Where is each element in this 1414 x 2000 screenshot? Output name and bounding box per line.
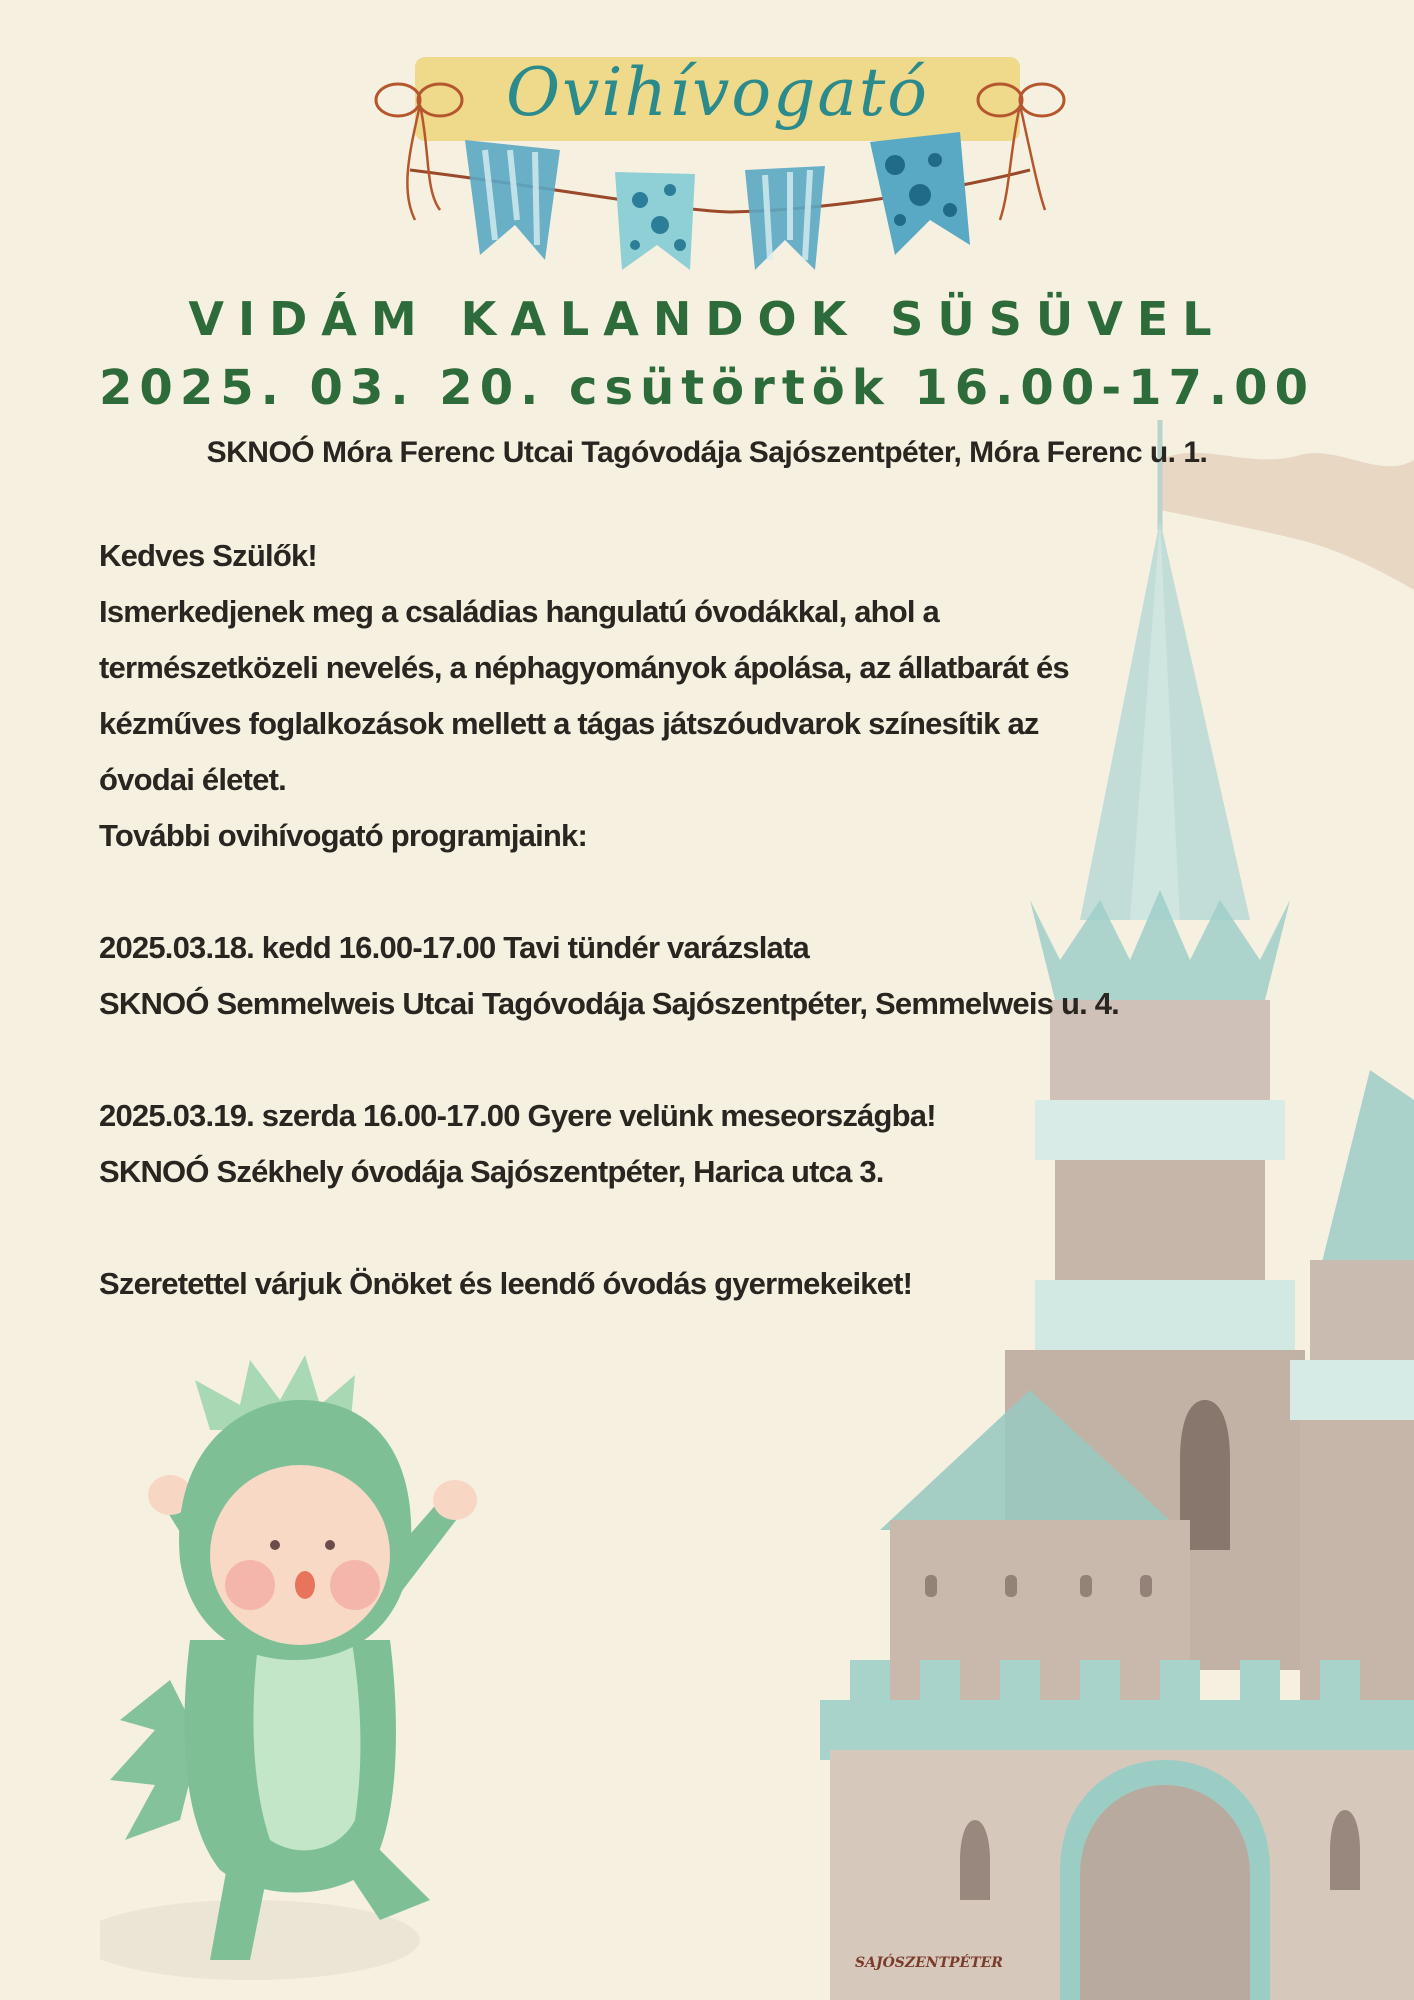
event-venue: SKNOÓ Móra Ferenc Utcai Tagóvodája Sajószentpéter, Móra Ferenc u. 1. — [206, 436, 1208, 469]
greeting: Kedves Szülők! — [99, 538, 317, 573]
program-date-title: 2025.03.19. szerda 16.00-17.00 Gyere velünk meseországba! — [99, 1098, 936, 1133]
event-headline: VIDÁM KALANDOK SÜSÜVEL — [188, 292, 1226, 346]
event-datetime: 2025. 03. 20. csütörtök 16.00-17.00 — [99, 360, 1315, 416]
poster-title: Ovihívogató — [506, 54, 929, 131]
program-location: SKNOÓ Semmelweis Utcai Tagóvodája Sajószentpéter, Semmelweis u. 4. — [99, 986, 1119, 1021]
program-date-title: 2025.03.18. kedd 16.00-17.00 Tavi tündér varázslata — [99, 930, 809, 965]
intro-line: kézműves foglalkozások mellett a tágas játszóudvarok színesítik az — [99, 706, 1039, 741]
closing-line: Szeretettel várjuk Önöket és leendő óvodás gyermekeiket! — [99, 1266, 913, 1301]
body-text — [99, 528, 1399, 1312]
bunting-decoration — [370, 60, 1070, 280]
intro-line: természetközeli nevelés, a néphagyományok ápolása, az állatbarát és — [99, 650, 1069, 685]
more-programs-heading: További ovihívogató programjaink: — [99, 818, 588, 853]
sajoszentpeter-logo: SAJÓSZENTPÉTER — [855, 1955, 1003, 1971]
intro-line: Ismerkedjenek meg a családias hangulatú óvodákkal, ahol a — [99, 594, 939, 629]
intro-line: óvodai életet. — [99, 762, 286, 797]
dino-kid-illustration — [100, 1300, 560, 2000]
program-location: SKNOÓ Székhely óvodája Sajószentpéter, Harica utca 3. — [99, 1154, 884, 1189]
